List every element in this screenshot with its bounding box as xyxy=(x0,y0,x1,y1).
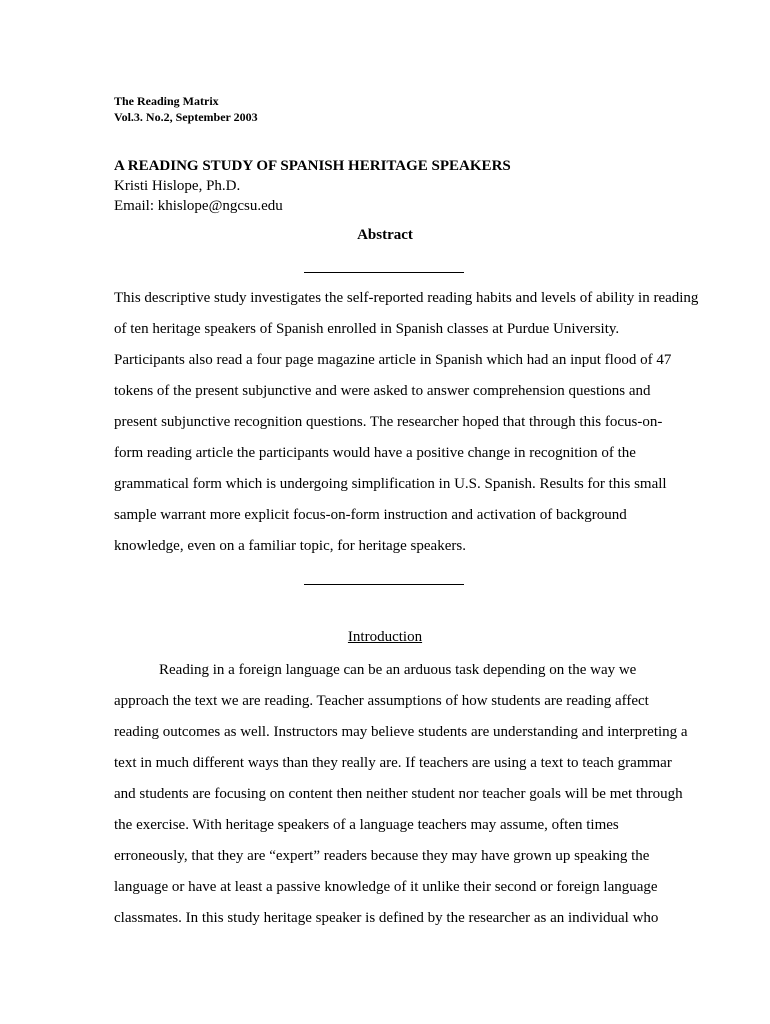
abstract-line: present subjunctive recognition questions. The researcher hoped that through this focus-on- xyxy=(114,414,663,430)
introduction-line: classmates. In this study heritage speaker is defined by the researcher as an individual who xyxy=(114,910,659,926)
abstract-line: Participants also read a four page magazine article in Spanish which had an input flood of 47 xyxy=(114,352,672,368)
author-name: Kristi Hislope, Ph.D. xyxy=(114,178,241,194)
introduction-line: and students are focusing on content then neither student nor teacher goals will be met through xyxy=(114,786,683,802)
introduction-line: the exercise. With heritage speakers of a language teachers may assume, often times xyxy=(114,817,619,833)
paper-header xyxy=(114,156,511,216)
abstract-line: sample warrant more explicit focus-on-form instruction and activation of background xyxy=(114,507,627,523)
abstract-line: tokens of the present subjunctive and were asked to answer comprehension questions and xyxy=(114,383,651,399)
introduction-line: erroneously, that they are “expert” readers because they may have grown up speaking the xyxy=(114,848,650,864)
author-email: Email: khislope@ngcsu.edu xyxy=(114,198,283,214)
introduction-line: Reading in a foreign language can be an arduous task depending on the way we xyxy=(159,662,637,678)
abstract-line: of ten heritage speakers of Spanish enrolled in Spanish classes at Purdue University. xyxy=(114,321,620,337)
abstract-line: form reading article the participants would have a positive change in recognition of the xyxy=(114,445,636,461)
journal-header xyxy=(114,93,258,125)
abstract-bottom-rule xyxy=(304,584,464,585)
introduction-line: language or have at least a passive knowledge of it unlike their second or foreign language xyxy=(114,879,658,895)
abstract-line: This descriptive study investigates the self-reported reading habits and levels of ability in reading xyxy=(114,290,699,306)
introduction-line: approach the text we are reading. Teacher assumptions of how students are reading affect xyxy=(114,693,649,709)
abstract-line: grammatical form which is undergoing simplification in U.S. Spanish. Results for this small xyxy=(114,476,667,492)
abstract-line: knowledge, even on a familiar topic, for heritage speakers. xyxy=(114,538,466,554)
abstract-top-rule xyxy=(304,272,464,273)
journal-issue: Vol.3. No.2, September 2003 xyxy=(114,110,258,124)
journal-name: The Reading Matrix xyxy=(114,94,219,108)
abstract-heading: Abstract xyxy=(357,227,413,243)
introduction-line: text in much different ways than they really are. If teachers are using a text to teach grammar xyxy=(114,755,672,771)
paper-title: A READING STUDY OF SPANISH HERITAGE SPEAKERS xyxy=(114,158,511,174)
introduction-heading: Introduction xyxy=(347,629,423,645)
introduction-line: reading outcomes as well. Instructors may believe students are understanding and interpreting a xyxy=(114,724,688,740)
